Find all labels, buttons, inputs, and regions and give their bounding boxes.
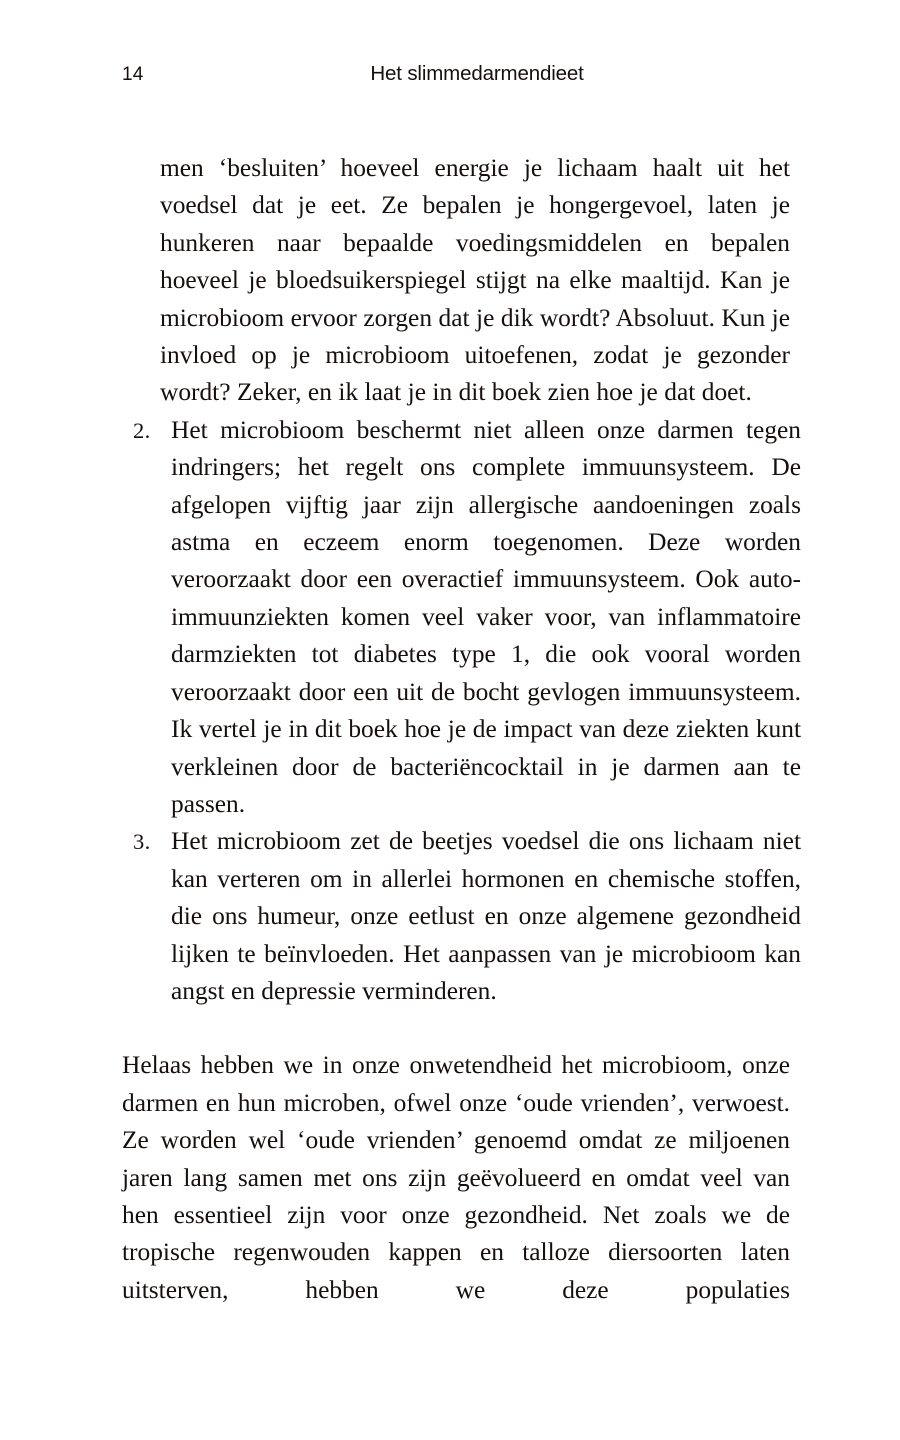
list-item-marker: 3. [133,829,151,855]
list-item-text: Het microbioom zet de beetjes voedsel die ons lichaam niet kan verteren om in allerlei hormonen en chemische stoffen, die ons humeur, onze eetlust en onze algemene gezondheid lijken te beïnvloeden. Het aanpassen van je microbioom kan angst en depressie verminderen. [171,827,801,1005]
closing-paragraph [122,1047,790,1309]
continuation-paragraph: men ‘besluiten’ hoeveel energie je lichaam haalt uit het voedsel dat je eet. Ze bepalen je hongergevoel, laten je hunkeren naar bepaalde voedingsmiddelen en bepalen hoeveel je bloedsuikerspiegel stijgt na elke maaltijd. Kan je microbioom ervoor zorgen dat je dik wordt? Absoluut. Kun je invloed op je microbioom uitoefenen, zodat je gezonder wordt? Zeker, en ik laat je in dit boek zien hoe je dat doet. [160,154,790,407]
paragraph-spacer [122,1010,790,1047]
list-item-marker: 2. [133,417,151,443]
numbered-list [122,412,801,1011]
running-head [122,64,790,94]
running-head-title: Het slimmedarmendieet [370,62,584,85]
text-block [122,150,801,1309]
list-item-text: Het microbioom beschermt niet alleen onze darmen tegen indringers; het regelt ons complete immuunsysteem. De afgelopen vijftig jaar zijn allergische aandoeningen zoals astma en eczeem enorm toegenomen. Deze worden veroorzaakt door een overactief immuunsysteem. Ook auto-immuunziekten komen veel vaker voor, van inflammatoire darmziekten tot diabetes type 1, die ook vooral worden veroorzaakt door een uit de bocht gevlogen immuunsysteem. Ik vertel je in dit boek hoe je de impact van deze ziekten kunt verkleinen door de bacteriëncocktail in je darmen aan te passen. [171,415,801,818]
page-number: 14 [122,64,144,85]
list-item [133,823,801,1010]
closing-paragraph-text: Helaas hebben we in onze onwetendheid het microbioom, onze darmen en hun microben, ofwel onze ‘oude vrienden’, verwoest. Ze worden wel ‘oude vrienden’ genoemd omdat ze miljoenen jaren lang samen met ons zijn geëvolueerd en omdat veel van hen essentieel zijn voor onze gezondheid. Net zoals we de tropische regenwouden kappen en talloze diersoorten laten uitsterven, hebben we deze populaties [122,1051,790,1304]
list-item [133,412,801,823]
